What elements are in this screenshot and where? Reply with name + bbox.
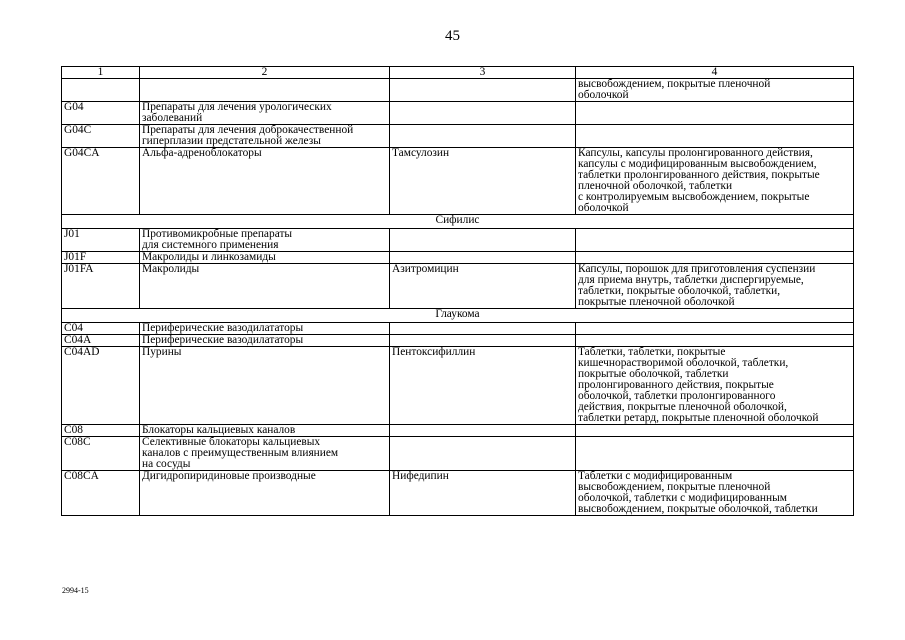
atc-code-cell — [62, 471, 140, 516]
atc-code-cell-text: C04AD — [64, 346, 100, 358]
dosage-form-cell — [576, 347, 854, 425]
group-name-cell — [140, 79, 390, 102]
group-name-cell-text: Периферические вазодилататоры — [142, 322, 304, 334]
group-name-cell-text: Противомикробные препараты для системного применения — [142, 228, 293, 251]
dosage-form-cell — [576, 79, 854, 102]
drug-name-cell-text: Азитромицин — [392, 263, 459, 275]
table-row — [62, 425, 854, 437]
atc-code-cell — [62, 148, 140, 215]
section-title: Глаукома — [62, 309, 854, 323]
group-name-cell-text: Препараты для лечения урологических заболеваний — [142, 101, 332, 124]
drug-name-cell — [390, 437, 576, 471]
drug-name-cell-text: Нифедипин — [392, 470, 449, 482]
atc-code-cell — [62, 252, 140, 264]
drug-name-cell-text: Пентоксифиллин — [392, 346, 476, 358]
dosage-form-cell — [576, 102, 854, 125]
drug-name-cell — [390, 471, 576, 516]
dosage-form-cell — [576, 148, 854, 215]
atc-code-cell — [62, 347, 140, 425]
atc-code-cell-text: G04 — [64, 101, 84, 113]
group-name-cell — [140, 437, 390, 471]
group-name-cell — [140, 471, 390, 516]
drug-name-cell — [390, 347, 576, 425]
drug-name-cell — [390, 335, 576, 347]
dosage-form-cell-text: Капсулы, капсулы пролонгированного действия, капсулы с модифицированным высвобождением, таблетки пролонгированного действия, покрытые пленочной оболочкой, таблетки с контролируемым высвобождением, покрытые оболочкой — [578, 147, 820, 214]
atc-code-cell-text: C04 — [64, 322, 83, 334]
atc-code-cell-text: J01FA — [64, 263, 94, 275]
atc-code-cell — [62, 264, 140, 309]
table-row — [62, 323, 854, 335]
group-name-cell-text: Макролиды и линкозамиды — [142, 251, 276, 263]
group-name-cell — [140, 229, 390, 252]
medication-table — [61, 66, 854, 516]
dosage-form-cell-text: Таблетки с модифицированным высвобождением, покрытые пленочной оболочкой, таблетки с модифицированным высвобождением, покрытые оболочкой, таблетки — [578, 470, 818, 515]
dosage-form-cell-text: высвобождением, покрытые пленочной оболочкой — [578, 78, 771, 101]
group-name-cell — [140, 252, 390, 264]
column-number: 1 — [62, 67, 140, 79]
atc-code-cell — [62, 229, 140, 252]
section-title: Сифилис — [62, 215, 854, 229]
drug-name-cell — [390, 425, 576, 437]
group-name-cell-text: Препараты для лечения доброкачественной гиперплазии предстательной железы — [142, 124, 354, 147]
dosage-form-cell-text: Капсулы, порошок для приготовления суспензии для приема внутрь, таблетки диспергируемые, таблетки, покрытые оболочкой, таблетки, покрытые пленочной оболочкой — [578, 263, 816, 308]
drug-name-cell — [390, 264, 576, 309]
atc-code-cell-text: J01F — [64, 251, 87, 263]
table-row — [62, 347, 854, 425]
table-row — [62, 471, 854, 516]
group-name-cell — [140, 347, 390, 425]
group-name-cell — [140, 264, 390, 309]
table-row — [62, 229, 854, 252]
group-name-cell — [140, 425, 390, 437]
group-name-cell-text: Блокаторы кальциевых каналов — [142, 424, 296, 436]
table-body — [62, 67, 854, 516]
group-name-cell-text: Пурины — [142, 346, 182, 358]
dosage-form-cell — [576, 335, 854, 347]
dosage-form-cell — [576, 229, 854, 252]
drug-name-cell-text: Тамсулозин — [392, 147, 450, 159]
group-name-cell-text: Селективные блокаторы кальциевых каналов с преимущественным влиянием на сосуды — [142, 436, 339, 470]
atc-code-cell-text: G04CA — [64, 147, 100, 159]
table-row — [62, 148, 854, 215]
group-name-cell-text: Альфа-адреноблокаторы — [142, 147, 262, 159]
group-name-cell-text: Периферические вазодилататоры — [142, 334, 304, 346]
atc-code-cell-text: J01 — [64, 228, 80, 240]
drug-name-cell — [390, 229, 576, 252]
atc-code-cell-text: C08 — [64, 424, 83, 436]
column-number: 3 — [390, 67, 576, 79]
group-name-cell — [140, 102, 390, 125]
atc-code-cell — [62, 102, 140, 125]
table-row — [62, 264, 854, 309]
drug-name-cell — [390, 102, 576, 125]
dosage-form-cell — [576, 437, 854, 471]
table-row — [62, 102, 854, 125]
atc-code-cell — [62, 79, 140, 102]
table-row — [62, 437, 854, 471]
dosage-form-cell — [576, 252, 854, 264]
column-number: 2 — [140, 67, 390, 79]
drug-name-cell — [390, 252, 576, 264]
atc-code-cell-text: C08CA — [64, 470, 99, 482]
atc-code-cell — [62, 335, 140, 347]
table-row — [62, 125, 854, 148]
group-name-cell — [140, 323, 390, 335]
section-heading-row — [62, 309, 854, 323]
dosage-form-cell — [576, 471, 854, 516]
atc-code-cell — [62, 425, 140, 437]
atc-code-cell-text: C08C — [64, 436, 91, 448]
page-number: 45 — [445, 28, 460, 44]
table-row — [62, 79, 854, 102]
atc-code-cell — [62, 437, 140, 471]
group-name-cell-text: Дигидропиридиновые производные — [142, 470, 316, 482]
section-heading-row — [62, 215, 854, 229]
group-name-cell — [140, 335, 390, 347]
dosage-form-cell — [576, 264, 854, 309]
atc-code-cell — [62, 125, 140, 148]
dosage-form-cell — [576, 425, 854, 437]
atc-code-cell-text: C04A — [64, 334, 92, 346]
footer-document-code: 2994-15 — [62, 586, 89, 595]
drug-name-cell — [390, 79, 576, 102]
atc-code-cell — [62, 323, 140, 335]
group-name-cell — [140, 148, 390, 215]
column-number-row — [62, 67, 854, 79]
atc-code-cell-text: G04C — [64, 124, 92, 136]
column-number: 4 — [576, 67, 854, 79]
drug-name-cell — [390, 323, 576, 335]
table-row — [62, 252, 854, 264]
dosage-form-cell — [576, 323, 854, 335]
table-row — [62, 335, 854, 347]
group-name-cell — [140, 125, 390, 148]
dosage-form-cell-text: Таблетки, таблетки, покрытые кишечнорастворимой оболочкой, таблетки, покрытые оболочкой, таблетки пролонгированного действия, покрытые оболочкой, таблетки пролонгированного действия, покрытые пленочной оболочкой, таблетки ретард, покрытые пленочной оболочкой — [578, 346, 819, 424]
drug-name-cell — [390, 125, 576, 148]
group-name-cell-text: Макролиды — [142, 263, 200, 275]
drug-name-cell — [390, 148, 576, 215]
dosage-form-cell — [576, 125, 854, 148]
